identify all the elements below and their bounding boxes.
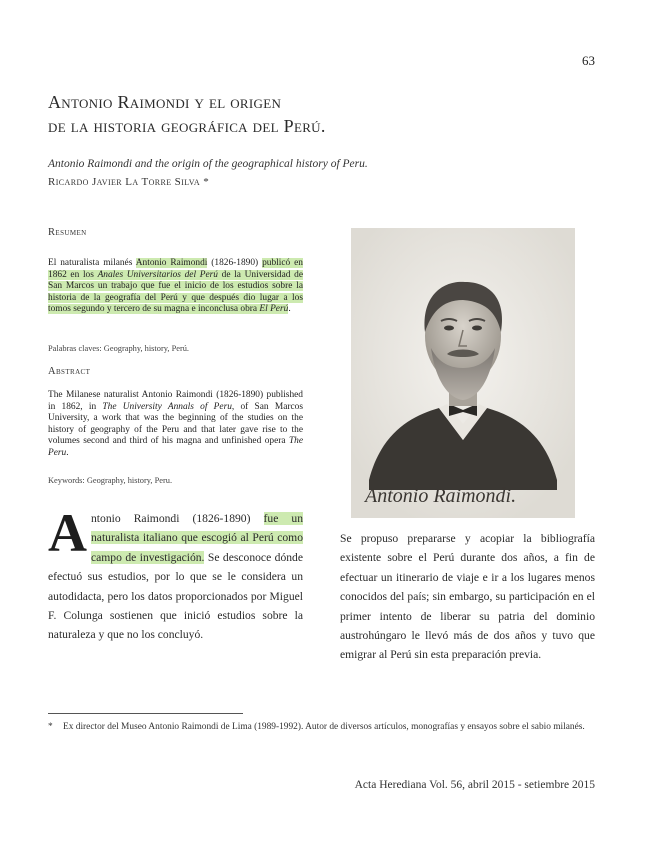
journal-name: Anales Universitarios del Perú (97, 269, 218, 280)
resumen-text-part: . (288, 304, 291, 315)
author-line: Ricardo Javier La Torre Silva * (48, 176, 210, 188)
resumen-highlight: Antonio Raimondi (135, 258, 208, 268)
article-title (48, 90, 326, 138)
body-text-part: Se desconoce dónde efectuó sus estudios, por lo que se le considera un autodidacta, pero los datos proporcionados por Miguel F. Colunga sostienen que inició estudios sobre la naturaleza y que no los concluyó. (48, 550, 303, 642)
abstract-text-part: The Milanese naturalist Antonio Raimondi (1826-1890) published in 1862, in (48, 390, 303, 412)
journal-footer: Acta Herediana Vol. 56, abril 2015 - setiembre 2015 (354, 779, 595, 791)
abstract-text-part: , of San Marcos University, a work that was the beginning of the studies on the history of geography of the Peru and that later gave rise to the volumes second and third of his magna and unfinished opera (48, 401, 303, 447)
portrait-image (351, 228, 575, 518)
body-highlight: fue un naturalista italiano que escogió al Perú como campo de investigación. (91, 512, 303, 564)
portrait-engraving (351, 228, 575, 518)
title-line-2: de la historia geográfica del Perú. (48, 116, 326, 136)
page-number: 63 (582, 53, 595, 68)
english-subtitle: Antonio Raimondi and the origin of the geographical history of Peru. (48, 158, 368, 170)
resumen-text-part: publicó en 1862 en los (48, 258, 303, 280)
body-text-right: Se propuso prepararse y acopiar la bibliografía existente sobre el Perú durante dos años, a fin de efectuar un itinerario de viaje e ir a los lugares menos conocidos del país; sin embargo, su participación en el primer intento de liberar su patria del dominio austrohúngaro le llevó más de dos años y tuvo que emigrar al Perú sin esta preparación previa. (340, 532, 595, 662)
resumen-text-part: El naturalista milanés (48, 258, 136, 268)
keywords: Keywords: Geography, history, Peru. (48, 476, 173, 485)
palabras-claves: Palabras claves: Geography, history, Perú. (48, 344, 190, 353)
footnote-rule (48, 713, 243, 714)
footnote-text: Ex director del Museo Antonio Raimondi de Lima (1989-1992). Autor de diversos artículos, monografías y ensayos sobre el sabio milanés. (63, 722, 585, 732)
resumen-text-part: (1826-1890) (207, 258, 263, 268)
abstract-text (48, 390, 303, 460)
resumen-text-part: de la Universidad de San Marcos un trabajo que fue el inicio de los estudios sobre la historia de la geografía del Perú y que después dio lugar a los tomos segundo y tercero de su magna e inconclusa obra (48, 269, 303, 315)
body-text-part: ntonio Raimondi (1826-1890) (91, 512, 264, 525)
journal-name-en: The University Annals of Peru (102, 401, 232, 412)
footnote-mark: * (48, 722, 53, 732)
footnote (48, 720, 596, 734)
portrait-signature: Antonio Raimondi. (365, 485, 517, 507)
drop-cap: A (48, 503, 87, 563)
abstract-text-part: . (66, 447, 69, 458)
work-title-en: The Peru (48, 436, 303, 458)
resumen-text (48, 258, 303, 316)
body-text-left (48, 503, 303, 645)
abstract-heading: Abstract (48, 366, 91, 377)
resumen-heading: Resumen (48, 227, 87, 238)
title-line-1: Antonio Raimondi y el origen (48, 92, 282, 112)
work-title: El Perú (259, 304, 289, 315)
